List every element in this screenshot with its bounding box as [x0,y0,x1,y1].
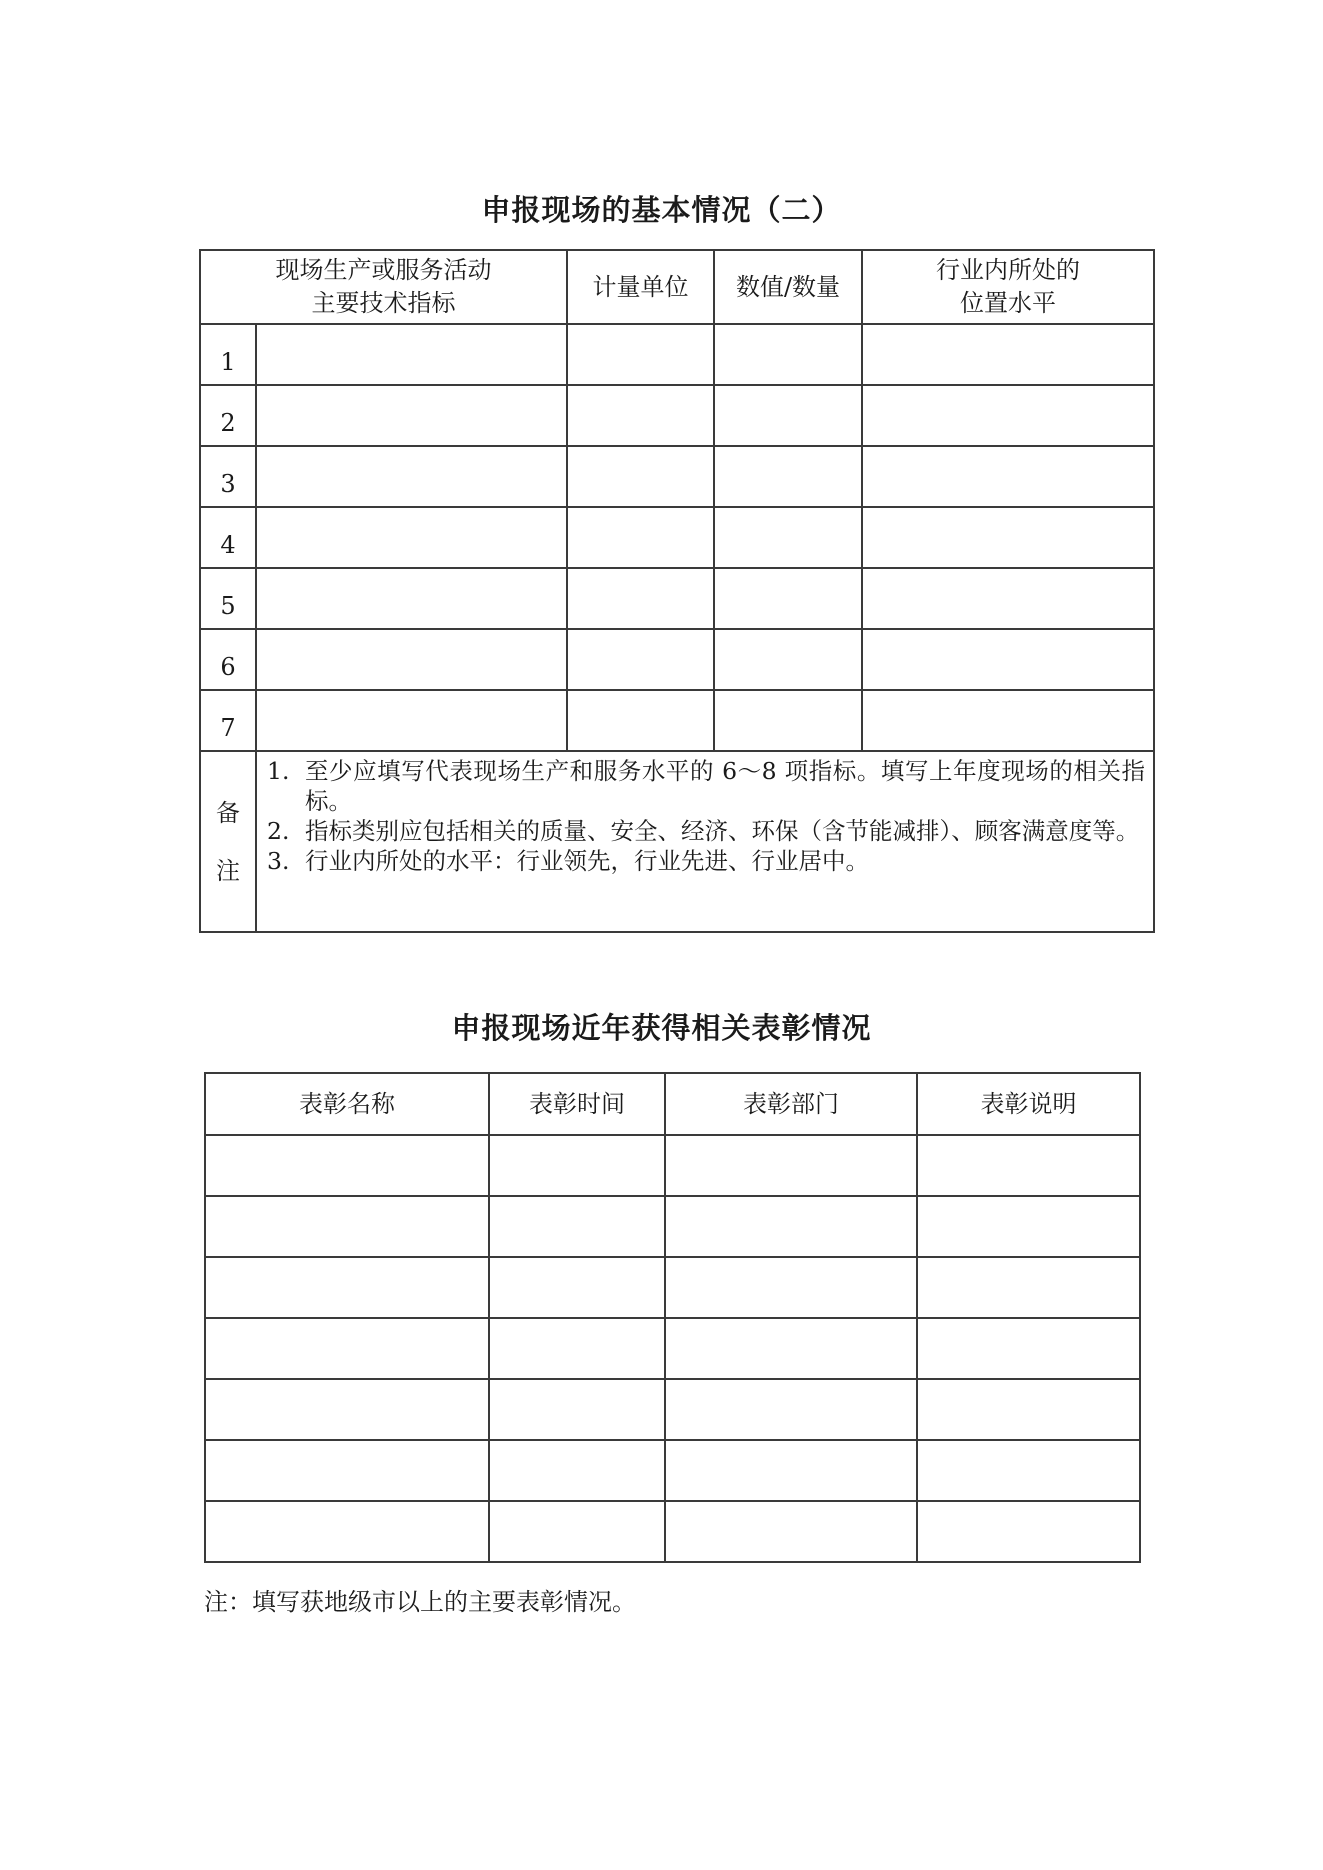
table-row [200,507,1154,568]
row-number: 1 [200,324,256,385]
table-header-row [200,250,1154,324]
time-cell[interactable] [489,1440,665,1501]
dept-cell[interactable] [665,1379,917,1440]
header-value: 数值/数量 [714,250,862,324]
time-cell[interactable] [489,1379,665,1440]
name-cell[interactable] [205,1440,489,1501]
row-number: 5 [200,568,256,629]
level-cell[interactable] [862,324,1154,385]
unit-cell[interactable] [567,446,714,507]
header-commendation-time: 表彰时间 [489,1073,665,1135]
remarks-content [256,751,1154,932]
remarks-label-char1: 备 [216,798,240,827]
value-cell[interactable] [714,324,862,385]
desc-cell[interactable] [917,1257,1140,1318]
level-cell[interactable] [862,690,1154,751]
desc-cell[interactable] [917,1318,1140,1379]
header-level-line2: 位置水平 [960,289,1056,317]
dept-cell[interactable] [665,1501,917,1562]
row-number: 7 [200,690,256,751]
remark-item [267,846,1145,876]
time-cell[interactable] [489,1135,665,1196]
level-cell[interactable] [862,385,1154,446]
section1-title: 申报现场的基本情况（二） [481,193,842,227]
level-cell[interactable] [862,446,1154,507]
value-cell[interactable] [714,446,862,507]
unit-cell[interactable] [567,385,714,446]
basic-info-table [199,249,1155,933]
time-cell[interactable] [489,1257,665,1318]
desc-cell[interactable] [917,1379,1140,1440]
desc-cell[interactable] [917,1440,1140,1501]
dept-cell[interactable] [665,1196,917,1257]
header-unit: 计量单位 [567,250,714,324]
name-cell[interactable] [205,1135,489,1196]
indicator-cell[interactable] [256,385,567,446]
row-number: 6 [200,629,256,690]
level-cell[interactable] [862,629,1154,690]
unit-cell[interactable] [567,507,714,568]
commendation-note: 注：填写获地级市以上的主要表彰情况。 [204,1588,636,1616]
name-cell[interactable] [205,1257,489,1318]
remark-text: 至少应填写代表现场生产和服务水平的 6～8 项指标。填写上年度现场的相关指标。 [305,757,1145,815]
unit-cell[interactable] [567,690,714,751]
desc-cell[interactable] [917,1135,1140,1196]
indicator-cell[interactable] [256,507,567,568]
indicator-cell[interactable] [256,629,567,690]
unit-cell[interactable] [567,568,714,629]
remark-number: 2. [267,817,290,845]
time-cell[interactable] [489,1196,665,1257]
name-cell[interactable] [205,1196,489,1257]
remarks-row [200,751,1154,932]
level-cell[interactable] [862,507,1154,568]
remark-item [267,756,1145,816]
table-row [205,1318,1140,1379]
table-row [200,629,1154,690]
header-commendation-desc: 表彰说明 [917,1073,1140,1135]
table-row [200,385,1154,446]
table-row [205,1196,1140,1257]
table-row [200,446,1154,507]
unit-cell[interactable] [567,629,714,690]
remark-number: 1. [267,757,290,785]
section2-title: 申报现场近年获得相关表彰情况 [451,1011,872,1045]
name-cell[interactable] [205,1501,489,1562]
header-indicator-line2: 主要技术指标 [311,289,456,317]
table-row [200,690,1154,751]
header-indicator [200,250,567,324]
table-row [205,1440,1140,1501]
header-level-line1: 行业内所处的 [936,256,1080,284]
value-cell[interactable] [714,385,862,446]
header-level [862,250,1154,324]
value-cell[interactable] [714,690,862,751]
time-cell[interactable] [489,1501,665,1562]
header-commendation-dept: 表彰部门 [665,1073,917,1135]
row-number: 2 [200,385,256,446]
commendation-table [204,1072,1141,1563]
name-cell[interactable] [205,1318,489,1379]
dept-cell[interactable] [665,1318,917,1379]
dept-cell[interactable] [665,1135,917,1196]
dept-cell[interactable] [665,1440,917,1501]
indicator-cell[interactable] [256,324,567,385]
desc-cell[interactable] [917,1196,1140,1257]
indicator-cell[interactable] [256,690,567,751]
remarks-label [200,751,256,932]
header-commendation-name: 表彰名称 [205,1073,489,1135]
remark-text: 指标类别应包括相关的质量、安全、经济、环保（含节能减排）、顾客满意度等。 [305,817,1140,845]
remarks-label-char2: 注 [216,856,240,885]
table-header-row [205,1073,1140,1135]
remark-number: 3. [267,847,290,875]
name-cell[interactable] [205,1379,489,1440]
indicator-cell[interactable] [256,446,567,507]
value-cell[interactable] [714,507,862,568]
row-number: 3 [200,446,256,507]
table-row [205,1379,1140,1440]
table-row [205,1257,1140,1318]
table-row [200,324,1154,385]
table-row [205,1135,1140,1196]
unit-cell[interactable] [567,324,714,385]
header-indicator-line1: 现场生产或服务活动 [275,256,492,284]
table-row [205,1501,1140,1562]
remark-item [267,816,1145,846]
dept-cell[interactable] [665,1257,917,1318]
time-cell[interactable] [489,1318,665,1379]
row-number: 4 [200,507,256,568]
table-row [200,568,1154,629]
remark-text: 行业内所处的水平：行业领先，行业先进、行业居中。 [305,847,869,875]
indicator-cell[interactable] [256,568,567,629]
desc-cell[interactable] [917,1501,1140,1562]
value-cell[interactable] [714,568,862,629]
value-cell[interactable] [714,629,862,690]
level-cell[interactable] [862,568,1154,629]
